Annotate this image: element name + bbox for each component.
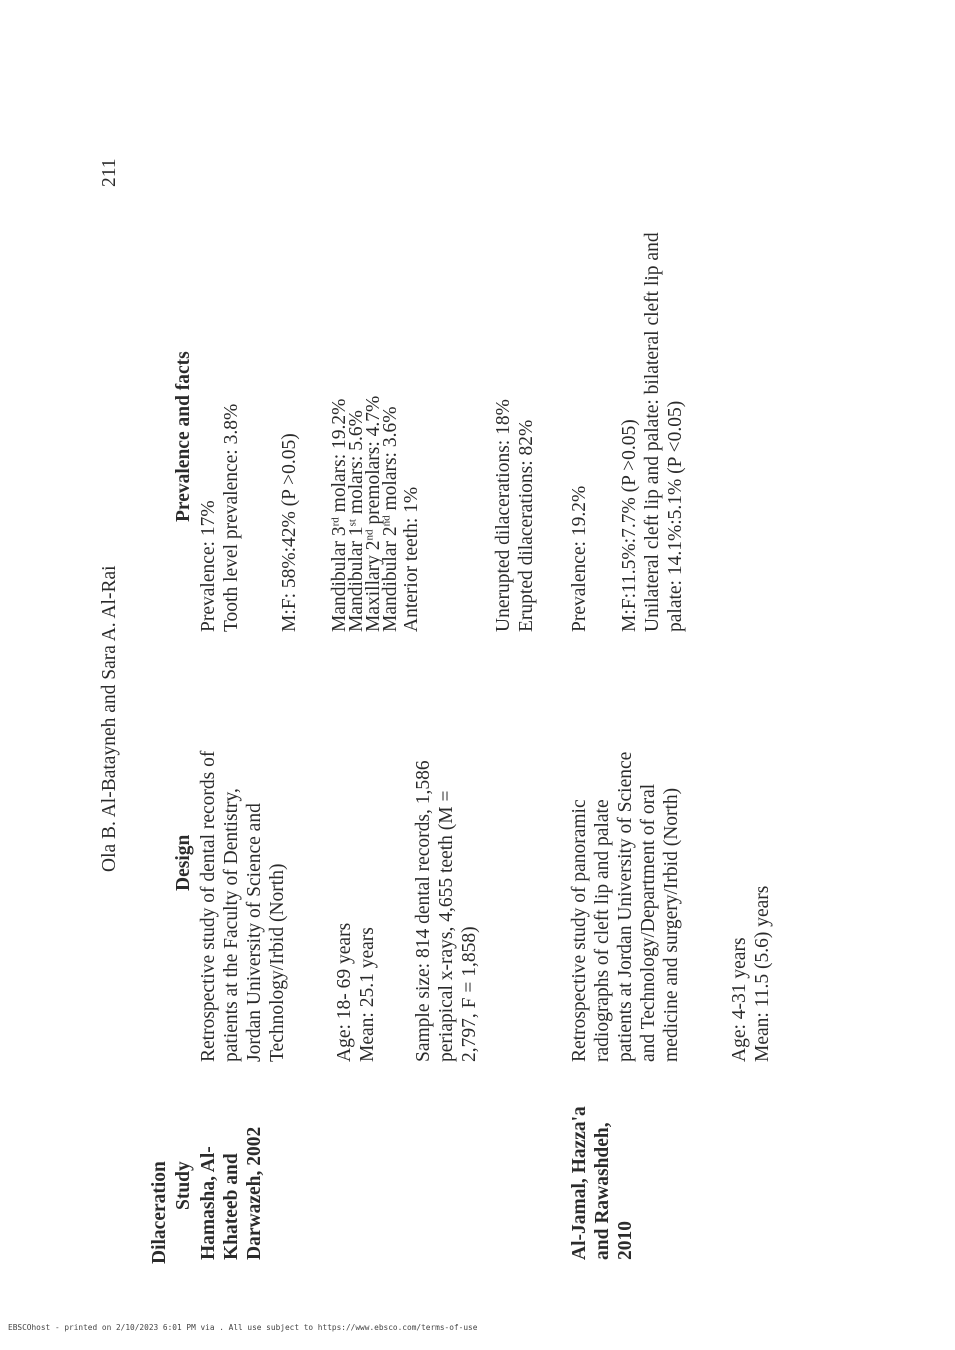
column-header-study: Study: [173, 1161, 194, 1210]
row2-study: Al-Jamal, Hazza'a and Rawashdeh, 2010: [569, 1106, 636, 1260]
teeth-line: Anterior teeth: 1%: [401, 486, 422, 632]
teeth-line: Mandibular 2nd molars: 3.6%: [380, 406, 401, 632]
column-header-design: Design: [173, 834, 194, 891]
row1-study: Hamasha, Al- Khateeb and Darwazeh, 2002: [198, 1126, 265, 1260]
table-caption: Dilaceration: [149, 1161, 170, 1264]
row1-design-sample: Sample size: 814 dental records, 1,586 periapical x-rays, 4,655 teeth (M = 2,797, F = 1,858): [413, 760, 480, 1062]
ebsco-footer: EBSCOhost - printed on 2/10/2023 6:01 PM via . All use subject to https://www.ebsco.com/terms-of-use: [8, 1323, 478, 1332]
row1-design-age: Age: 18- 69 years Mean: 25.1 years: [334, 922, 378, 1062]
row1-design-description: Retrospective study of dental records of patients at the Faculty of Dentistry, Jordan University of Science and Technology/Irbid (North): [198, 750, 288, 1062]
row2-prevalence-overall: Prevalence: 19.2%: [569, 485, 590, 632]
row1-prevalence-teeth: [331, 396, 420, 632]
row1-prevalence-overall: Prevalence: 17% Tooth level prevalence: 3.8%: [198, 403, 242, 632]
row2-design-age: Age: 4-31 years Mean: 11.5 (5.6) years: [729, 885, 773, 1062]
running-head: Ola B. Al-Batayneh and Sara A. Al-Rai: [99, 565, 120, 872]
teeth-line: Maxillary 2nd premolars: 4.7%: [363, 395, 384, 632]
row2-prevalence-details: M:F:11.5%:7.7% (P >0.05) Unilateral cleft lip and palate: bilateral cleft lip and palate: 14.1%:5.1% (P <0.05): [619, 232, 686, 632]
teeth-line: Mandibular 1st molars: 5.6%: [346, 410, 367, 632]
row2-design-description: Retrospective study of panoramic radiographs of cleft lip and palate patients at Jordan University of Science and Technology/Department of oral medicine and surgery/Irbid (North): [569, 751, 682, 1062]
column-header-prevalence: Prevalence and facts: [173, 351, 194, 522]
row1-prevalence-sex-ratio: M:F: 58%:42% (P >0.05): [279, 433, 300, 632]
page-number: 211: [99, 158, 120, 187]
row1-prevalence-eruption: Unerupted dilacerations: 18% Erupted dilacerations: 82%: [493, 399, 537, 632]
teeth-line: Mandibular 3rd molars: 19.2%: [329, 398, 350, 632]
